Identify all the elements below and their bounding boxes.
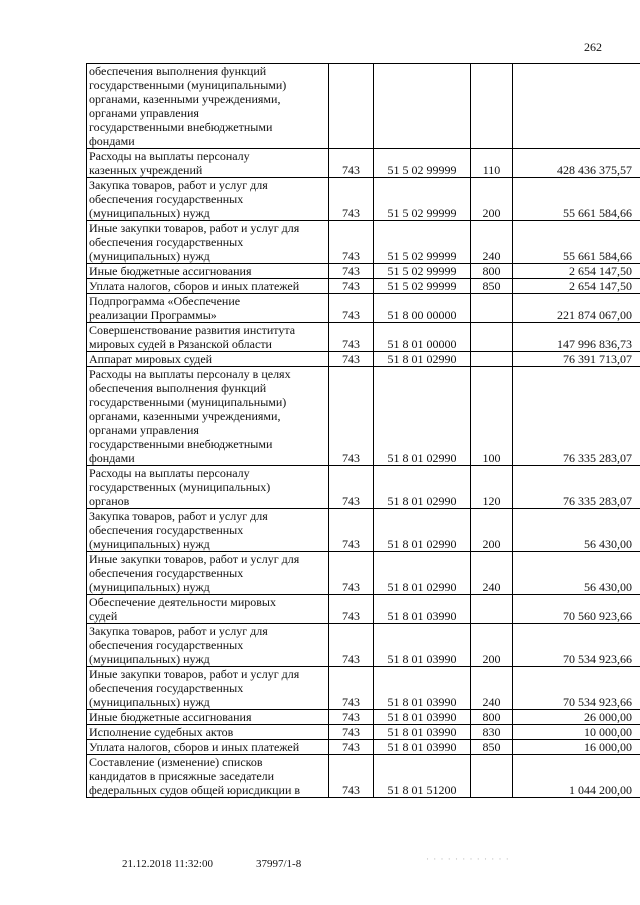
dept-code-cell: 743 xyxy=(329,178,374,221)
table-row xyxy=(87,367,640,466)
dept-code-cell: 743 xyxy=(329,367,374,466)
page-number: 262 xyxy=(584,40,602,54)
table-row xyxy=(87,221,640,264)
dept-code-cell: 743 xyxy=(329,667,374,710)
expense-type-cell xyxy=(471,755,513,798)
row-name-line: Уплата налогов, сборов и иных платежей xyxy=(89,279,300,293)
target-article-cell: 51 8 01 02990 xyxy=(374,509,471,552)
dept-code-cell: 743 xyxy=(329,624,374,667)
budget-table-body xyxy=(87,64,640,798)
row-name-cell xyxy=(87,466,329,509)
dept-code-cell: 743 xyxy=(329,595,374,624)
expense-type-cell: 800 xyxy=(471,710,513,725)
expense-type-cell: 120 xyxy=(471,466,513,509)
row-name-line: Расходы на выплаты персоналу xyxy=(89,466,250,480)
table-row xyxy=(87,178,640,221)
row-name-line: Иные бюджетные ассигнования xyxy=(89,710,252,724)
row-name-line: фондами xyxy=(89,451,135,465)
expense-type-cell: 200 xyxy=(471,178,513,221)
dept-code-cell: 743 xyxy=(329,149,374,178)
amount-cell: 26 000,00 xyxy=(513,710,640,725)
row-name-cell xyxy=(87,352,329,367)
dept-code-cell: 743 xyxy=(329,552,374,595)
row-name-line: Иные закупки товаров, работ и услуг для xyxy=(89,221,300,235)
target-article-cell xyxy=(374,64,471,149)
row-name-cell xyxy=(87,740,329,755)
row-name-line: (муниципальных) нужд xyxy=(89,206,210,220)
row-name-line: (муниципальных) нужд xyxy=(89,695,210,709)
target-article-cell: 51 5 02 99999 xyxy=(374,279,471,294)
target-article-cell: 51 8 01 03990 xyxy=(374,740,471,755)
target-article-cell: 51 8 01 03990 xyxy=(374,725,471,740)
dept-code-cell: 743 xyxy=(329,294,374,323)
dept-code-cell: 743 xyxy=(329,221,374,264)
row-name-line: федеральных судов общей юрисдикции в xyxy=(89,783,301,797)
row-name-line: фондами xyxy=(89,134,135,148)
row-name-line: Закупка товаров, работ и услуг для xyxy=(89,624,268,638)
dept-code-cell: 743 xyxy=(329,755,374,798)
row-name-line: обеспечения государственных xyxy=(89,192,244,206)
amount-cell: 70 534 923,66 xyxy=(513,667,640,710)
target-article-cell: 51 8 01 03990 xyxy=(374,710,471,725)
row-name-cell xyxy=(87,509,329,552)
row-name-line: Иные закупки товаров, работ и услуг для xyxy=(89,667,300,681)
row-name-line: (муниципальных) нужд xyxy=(89,537,210,551)
dept-code-cell: 743 xyxy=(329,509,374,552)
row-name-line: судей xyxy=(89,609,118,623)
row-name-cell xyxy=(87,294,329,323)
table-row xyxy=(87,323,640,352)
table-row xyxy=(87,624,640,667)
row-name-line: казенных учреждений xyxy=(89,163,203,177)
amount-cell: 76 335 283,07 xyxy=(513,466,640,509)
dept-code-cell: 743 xyxy=(329,264,374,279)
row-name-line: государственными внебюджетными xyxy=(89,120,273,134)
amount-cell: 16 000,00 xyxy=(513,740,640,755)
row-name-line: обеспечения государственных xyxy=(89,235,244,249)
row-name-cell xyxy=(87,149,329,178)
row-name-line: Подпрограмма «Обеспечение xyxy=(89,294,241,308)
table-row xyxy=(87,725,640,740)
dept-code-cell: 743 xyxy=(329,710,374,725)
row-name-cell xyxy=(87,725,329,740)
amount-cell: 147 996 836,73 xyxy=(513,323,640,352)
target-article-cell: 51 8 01 02990 xyxy=(374,466,471,509)
dept-code-cell: 743 xyxy=(329,323,374,352)
table-row xyxy=(87,149,640,178)
target-article-cell: 51 5 02 99999 xyxy=(374,264,471,279)
target-article-cell: 51 8 01 03990 xyxy=(374,595,471,624)
row-name-line: государственных (муниципальных) xyxy=(89,480,271,494)
expense-type-cell xyxy=(471,294,513,323)
row-name-line: государственными (муниципальными) xyxy=(89,78,287,92)
expense-type-cell: 240 xyxy=(471,552,513,595)
row-name-cell xyxy=(87,178,329,221)
amount-cell: 76 335 283,07 xyxy=(513,367,640,466)
row-name-cell xyxy=(87,323,329,352)
dept-code-cell: 743 xyxy=(329,740,374,755)
expense-type-cell: 110 xyxy=(471,149,513,178)
table-row xyxy=(87,595,640,624)
expense-type-cell: 200 xyxy=(471,509,513,552)
row-name-cell xyxy=(87,264,329,279)
expense-type-cell: 800 xyxy=(471,264,513,279)
row-name-cell xyxy=(87,710,329,725)
row-name-line: обеспечения государственных xyxy=(89,681,244,695)
row-name-line: Закупка товаров, работ и услуг для xyxy=(89,178,268,192)
row-name-line: органами, казенными учреждениями, xyxy=(89,92,281,106)
row-name-line: Совершенствование развития института xyxy=(89,323,296,337)
row-name-line: Уплата налогов, сборов и иных платежей xyxy=(89,740,300,754)
dept-code-cell: 743 xyxy=(329,725,374,740)
table-row xyxy=(87,710,640,725)
table-row xyxy=(87,755,640,798)
expense-type-cell: 240 xyxy=(471,667,513,710)
row-name-line: (муниципальных) нужд xyxy=(89,652,210,666)
row-name-cell xyxy=(87,64,329,149)
dept-code-cell: 743 xyxy=(329,279,374,294)
table-row xyxy=(87,352,640,367)
table-row xyxy=(87,264,640,279)
row-name-cell xyxy=(87,552,329,595)
row-name-cell xyxy=(87,279,329,294)
row-name-line: обеспечения выполнения функций xyxy=(89,64,267,78)
row-name-line: мировых судей в Рязанской области xyxy=(89,337,272,351)
row-name-line: Иные бюджетные ассигнования xyxy=(89,264,252,278)
target-article-cell: 51 8 01 03990 xyxy=(374,624,471,667)
amount-cell: 56 430,00 xyxy=(513,552,640,595)
target-article-cell: 51 8 01 51200 xyxy=(374,755,471,798)
expense-type-cell: 850 xyxy=(471,279,513,294)
amount-cell: 2 654 147,50 xyxy=(513,279,640,294)
table-row xyxy=(87,740,640,755)
amount-cell: 2 654 147,50 xyxy=(513,264,640,279)
budget-table xyxy=(86,63,640,798)
amount-cell: 1 044 200,00 xyxy=(513,755,640,798)
target-article-cell: 51 8 01 00000 xyxy=(374,323,471,352)
table-row xyxy=(87,667,640,710)
table-row xyxy=(87,509,640,552)
row-name-line: обеспечения выполнения функций xyxy=(89,381,267,395)
row-name-cell xyxy=(87,221,329,264)
table-row xyxy=(87,552,640,595)
row-name-line: органами управления xyxy=(89,423,199,437)
expense-type-cell xyxy=(471,352,513,367)
expense-type-cell xyxy=(471,64,513,149)
target-article-cell: 51 8 01 02990 xyxy=(374,352,471,367)
amount-cell: 70 560 923,66 xyxy=(513,595,640,624)
target-article-cell: 51 8 00 00000 xyxy=(374,294,471,323)
table-row xyxy=(87,466,640,509)
target-article-cell: 51 5 02 99999 xyxy=(374,149,471,178)
row-name-line: Составление (изменение) списков xyxy=(89,755,263,769)
dept-code-cell: 743 xyxy=(329,352,374,367)
amount-cell: 428 436 375,57 xyxy=(513,149,640,178)
expense-type-cell: 200 xyxy=(471,624,513,667)
row-name-line: органами, казенными учреждениями, xyxy=(89,409,281,423)
target-article-cell: 51 5 02 99999 xyxy=(374,178,471,221)
expense-type-cell: 100 xyxy=(471,367,513,466)
expense-type-cell: 240 xyxy=(471,221,513,264)
row-name-cell xyxy=(87,624,329,667)
expense-type-cell: 830 xyxy=(471,725,513,740)
amount-cell xyxy=(513,64,640,149)
row-name-line: Аппарат мировых судей xyxy=(89,352,213,366)
row-name-line: реализации Программы» xyxy=(89,308,217,322)
footer-doc-code: 37997/1-8 xyxy=(256,858,302,870)
table-row xyxy=(87,294,640,323)
row-name-line: Иные закупки товаров, работ и услуг для xyxy=(89,552,300,566)
row-name-line: обеспечения государственных xyxy=(89,523,244,537)
row-name-line: Исполнение судебных актов xyxy=(89,725,234,739)
row-name-line: Обеспечение деятельности мировых xyxy=(89,595,276,609)
row-name-line: государственными внебюджетными xyxy=(89,437,273,451)
amount-cell: 70 534 923,66 xyxy=(513,624,640,667)
row-name-line: (муниципальных) нужд xyxy=(89,580,210,594)
amount-cell: 76 391 713,07 xyxy=(513,352,640,367)
row-name-cell xyxy=(87,755,329,798)
dept-code-cell xyxy=(329,64,374,149)
row-name-line: органов xyxy=(89,494,130,508)
row-name-cell xyxy=(87,595,329,624)
amount-cell: 55 661 584,66 xyxy=(513,221,640,264)
target-article-cell: 51 8 01 02990 xyxy=(374,367,471,466)
amount-cell: 55 661 584,66 xyxy=(513,178,640,221)
amount-cell: 10 000,00 xyxy=(513,725,640,740)
dept-code-cell: 743 xyxy=(329,466,374,509)
footer-faint-stamp: · · · · · · · · · · · · xyxy=(426,854,510,864)
row-name-cell xyxy=(87,667,329,710)
target-article-cell: 51 5 02 99999 xyxy=(374,221,471,264)
row-name-line: государственными (муниципальными) xyxy=(89,395,287,409)
table-row xyxy=(87,279,640,294)
expense-type-cell xyxy=(471,595,513,624)
expense-type-cell xyxy=(471,323,513,352)
row-name-line: Расходы на выплаты персоналу в целях xyxy=(89,367,291,381)
row-name-line: органами управления xyxy=(89,106,199,120)
row-name-line: кандидатов в присяжные заседатели xyxy=(89,769,275,783)
row-name-line: (муниципальных) нужд xyxy=(89,249,210,263)
row-name-line: Закупка товаров, работ и услуг для xyxy=(89,509,268,523)
row-name-line: обеспечения государственных xyxy=(89,566,244,580)
target-article-cell: 51 8 01 03990 xyxy=(374,667,471,710)
table-row xyxy=(87,64,640,149)
expense-type-cell: 850 xyxy=(471,740,513,755)
row-name-line: обеспечения государственных xyxy=(89,638,244,652)
amount-cell: 221 874 067,00 xyxy=(513,294,640,323)
row-name-line: Расходы на выплаты персоналу xyxy=(89,149,250,163)
amount-cell: 56 430,00 xyxy=(513,509,640,552)
row-name-cell xyxy=(87,367,329,466)
footer-date: 21.12.2018 11:32:00 xyxy=(122,858,213,870)
target-article-cell: 51 8 01 02990 xyxy=(374,552,471,595)
